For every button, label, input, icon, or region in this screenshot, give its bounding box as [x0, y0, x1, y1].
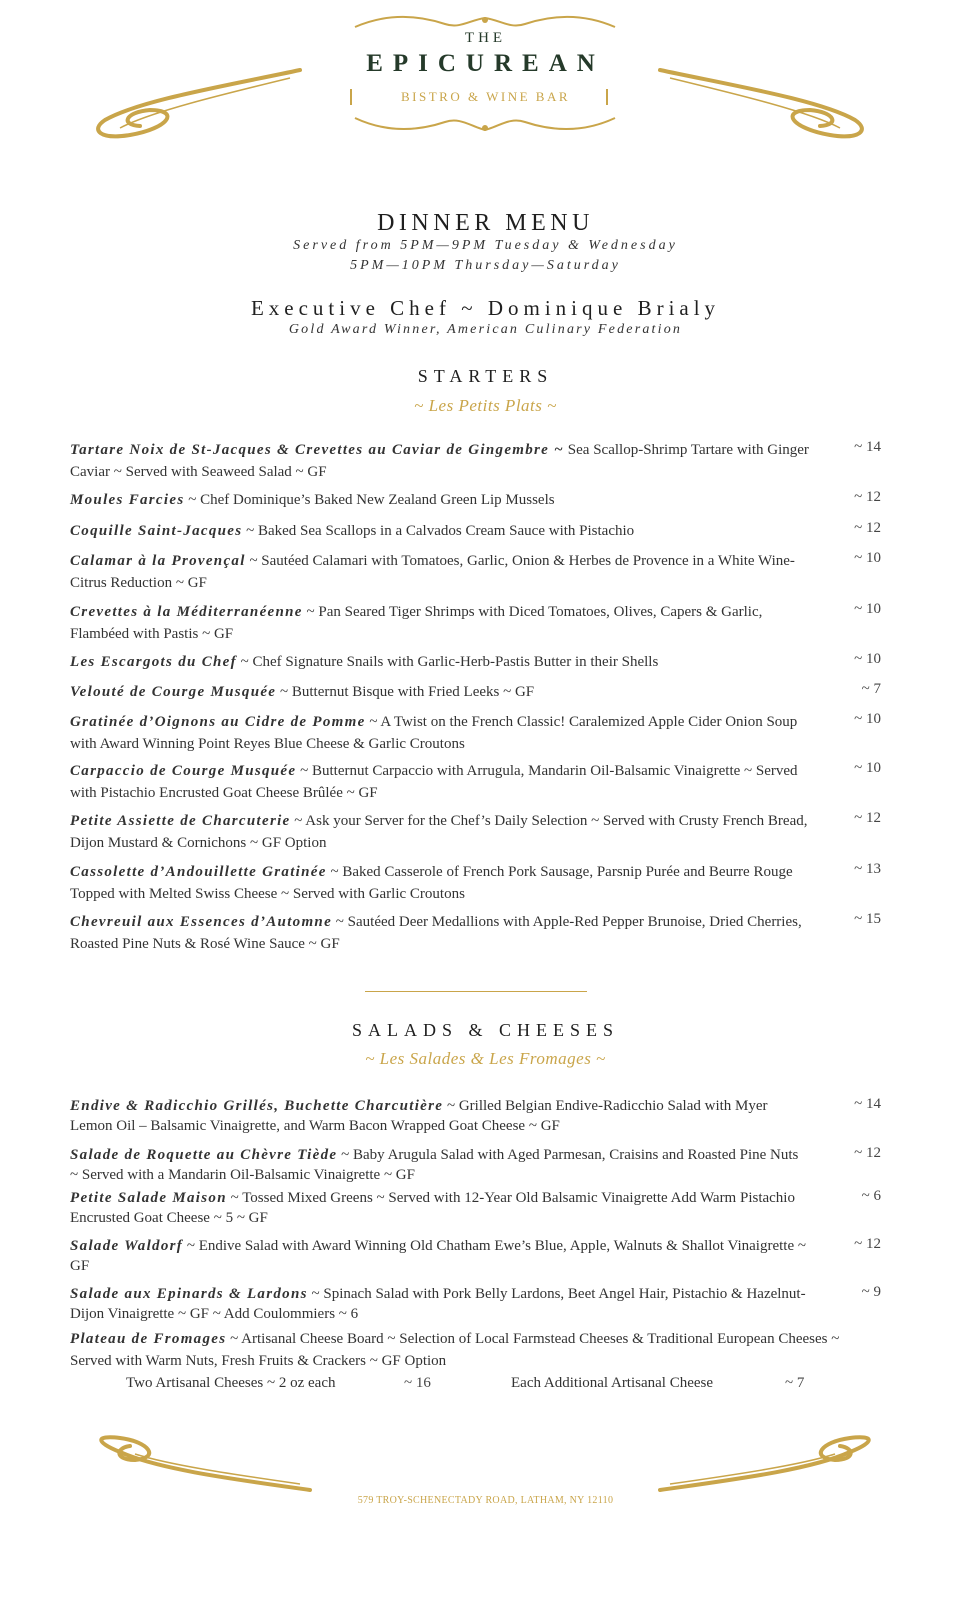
cheese-option-additional-price: ~ 7: [785, 1375, 805, 1391]
item-name: Plateau de Fromages: [70, 1331, 227, 1347]
item-name: Gratinée d’Oignons au Cidre de Pomme: [70, 714, 366, 730]
item-name: Chevreuil aux Essences d’Automne: [70, 914, 333, 930]
item-price: ~ 14: [854, 439, 881, 455]
item-description: ~ Baked Casserole of French Pork Sausage, Parsnip Purée and Beurre Rouge Topped with Melted Swiss Cheese ~ Served with Garlic Croutons: [70, 864, 793, 902]
item-price: ~ 10: [854, 550, 881, 566]
menu-item: [70, 520, 810, 542]
item-description: ~ Baked Sea Scallops in a Calvados Cream Sauce with Pistachio: [242, 523, 635, 539]
item-description: ~ Pan Seared Tiger Shrimps with Diced Tomatoes, Olives, Capers & Garlic, Flambéed with Pastis ~ GF: [70, 604, 763, 642]
menu-item: [70, 489, 810, 511]
item-name: Endive & Radicchio Grillés, Buchette Charcutière: [70, 1098, 444, 1114]
item-name: Tartare Noix de St-Jacques & Crevettes au Caviar de Gingembre ~: [70, 442, 565, 458]
menu-item: [70, 1284, 810, 1324]
item-price: ~ 7: [861, 681, 881, 697]
item-price: ~ 15: [854, 911, 881, 927]
cheese-option-additional: Each Additional Artisanal Cheese: [511, 1375, 714, 1391]
bottom-right-flourish: [650, 1430, 890, 1505]
menu-item: [70, 550, 810, 594]
logo-the: THE: [464, 30, 507, 46]
item-price: ~ 10: [854, 760, 881, 776]
cheese-option-two: Two Artisanal Cheeses ~ 2 oz each: [126, 1375, 336, 1391]
item-price: ~ 12: [854, 810, 881, 826]
hours-line-1: Served from 5PM—9PM Tuesday & Wednesday: [293, 238, 678, 253]
starters-title: STARTERS: [417, 366, 554, 386]
item-price: ~ 10: [854, 651, 881, 667]
menu-item: [70, 1096, 810, 1136]
salads-subtitle: ~ Les Salades & Les Fromages ~: [365, 1049, 606, 1068]
item-description: ~ Grilled Belgian Endive-Radicchio Salad with Myer Lemon Oil – Balsamic Vinaigrette, and Warm Bacon Wrapped Goat Cheese ~ GF: [70, 1098, 768, 1134]
item-name: Crevettes à la Méditerranéenne: [70, 604, 303, 620]
item-price: ~ 10: [854, 601, 881, 617]
item-description: ~ Butternut Bisque with Fried Leeks ~ GF: [276, 684, 535, 700]
item-description: ~ Ask your Server for the Chef’s Daily Selection ~ Served with Crusty French Bread, Dijon Mustard & Cornichons ~ GF Option: [70, 813, 808, 851]
starters-subtitle: ~ Les Petits Plats ~: [414, 396, 557, 415]
item-description: ~ Chef Signature Snails with Garlic-Herb-Pastis Butter in their Shells: [236, 654, 659, 670]
item-description: Sea Scallop-Shrimp Tartare with Ginger Caviar ~ Served with Seaweed Salad ~ GF: [70, 442, 809, 480]
item-description: ~ Butternut Carpaccio with Arrugula, Mandarin Oil-Balsamic Vinaigrette ~ Served with Pistachio Encrusted Goat Cheese Brûlée ~ GF: [70, 763, 798, 801]
menu-item: [70, 911, 810, 955]
menu-item: [70, 651, 810, 673]
footer-address: 579 TROY-SCHENECTADY ROAD, LATHAM, NY 12110: [357, 1495, 614, 1506]
item-description: ~ Sautéed Calamari with Tomatoes, Garlic, Onion & Herbes de Provence in a White Wine-Citrus Reduction ~ GF: [70, 553, 795, 591]
item-description: ~ Spinach Salad with Pork Belly Lardons, Beet Angel Hair, Pistachio & Hazelnut-Dijon Vinaigrette ~ GF ~ Add Coulommiers ~ 6: [70, 1286, 806, 1322]
item-price: ~ 12: [854, 489, 881, 505]
item-name: Salade Waldorf: [70, 1238, 184, 1254]
menu-item: [70, 681, 810, 703]
item-name: Petite Salade Maison: [70, 1190, 227, 1206]
item-name: Petite Assiette de Charcuterie: [70, 813, 291, 829]
item-price: ~ 14: [854, 1096, 881, 1112]
hours-line-2: 5PM—10PM Thursday—Saturday: [350, 258, 621, 273]
item-description: ~ Endive Salad with Award Winning Old Chatham Ewe’s Blue, Apple, Walnuts & Shallot Vinaigrette ~ GF: [70, 1238, 806, 1274]
item-price: ~ 6: [861, 1188, 881, 1204]
item-price: ~ 9: [861, 1284, 881, 1300]
section-divider: [365, 991, 587, 992]
item-price: ~ 10: [854, 711, 881, 727]
logo-name: EPICUREAN: [366, 50, 605, 77]
executive-chef: Executive Chef ~ Dominique Brialy: [250, 296, 721, 320]
menu-item: [70, 439, 810, 483]
menu-item: [70, 1236, 810, 1276]
item-name: Salade aux Epinards & Lardons: [70, 1286, 308, 1302]
item-name: Carpaccio de Courge Musquée: [70, 763, 297, 779]
item-price: ~ 12: [854, 1236, 881, 1252]
item-price: ~ 12: [854, 1145, 881, 1161]
item-description: ~ Chef Dominique’s Baked New Zealand Green Lip Mussels: [184, 492, 555, 508]
item-description: ~ Tossed Mixed Greens ~ Served with 12-Year Old Balsamic Vinaigrette Add Warm Pistachio Encrusted Goat Cheese ~ 5 ~ GF: [70, 1190, 795, 1226]
logo-subtitle: BISTRO & WINE BAR: [400, 89, 570, 104]
menu-item: [70, 601, 810, 645]
item-name: Calamar à la Provençal: [70, 553, 246, 569]
logo-right-bar: [606, 89, 608, 105]
chef-award: Gold Award Winner, American Culinary Federation: [288, 322, 683, 337]
menu-title: DINNER MENU: [377, 210, 594, 236]
item-description: ~ Baby Arugula Salad with Aged Parmesan, Craisins and Roasted Pine Nuts ~ Served with a Mandarin Oil-Balsamic Vinaigrette ~ GF: [70, 1147, 799, 1183]
item-description: ~ A Twist on the French Classic! Caralemized Apple Cider Onion Soup with Award Winning Point Reyes Blue Cheese & Garlic Croutons: [70, 714, 798, 752]
menu-item: [70, 711, 810, 755]
menu-item: [70, 861, 810, 905]
bottom-left-flourish: [80, 1430, 320, 1505]
item-price: ~ 12: [854, 520, 881, 536]
item-price: ~ 13: [854, 861, 881, 877]
item-description: ~ Sautéed Deer Medallions with Apple-Red Pepper Brunoise, Dried Cherries, Roasted Pine Nuts & Rosé Wine Sauce ~ GF: [70, 914, 802, 952]
item-name: Coquille Saint-Jacques: [70, 523, 243, 539]
item-name: Les Escargots du Chef: [70, 654, 237, 670]
menu-item: [70, 1188, 810, 1228]
menu-item: [70, 810, 810, 854]
item-name: Velouté de Courge Musquée: [70, 684, 277, 700]
item-description: ~ Artisanal Cheese Board ~ Selection of Local Farmstead Cheeses & Traditional European Cheeses ~ Served with Warm Nuts, Fresh Fruits & Crackers ~ GF Option: [70, 1331, 840, 1369]
logo-left-bar: [350, 89, 352, 105]
menu-item: [70, 760, 810, 804]
logo-bottom-scroll: [345, 112, 625, 138]
salads-title: SALADS & CHEESES: [351, 1020, 620, 1040]
menu-item: [70, 1145, 810, 1185]
item-name: Cassolette d’Andouillette Gratinée: [70, 864, 327, 880]
item-name: Moules Farcies: [70, 492, 185, 508]
cheese-option-two-price: ~ 16: [404, 1375, 431, 1391]
menu-item: [70, 1328, 870, 1372]
item-name: Salade de Roquette au Chèvre Tiède: [70, 1147, 338, 1163]
